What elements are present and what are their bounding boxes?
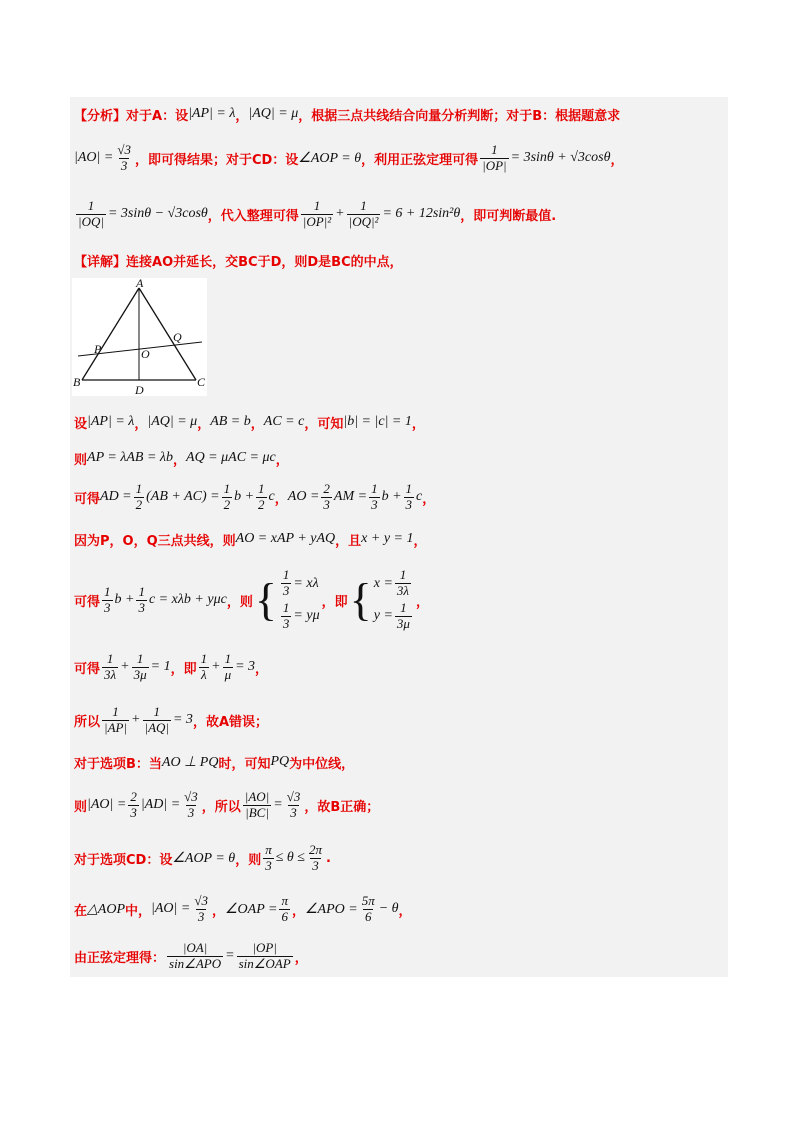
fraction: $\frac{|AO|}{|BC|}$ xyxy=(244,788,270,820)
fraction: $\frac{2}{3}$ xyxy=(323,480,330,512)
text: 对于A：设 xyxy=(126,108,189,124)
analysis-tag: 【分析】 xyxy=(74,108,127,124)
text: ， xyxy=(411,416,425,432)
text: ， xyxy=(235,108,249,124)
fraction: $\frac{1}{2}$ xyxy=(135,480,143,512)
math: |b| = |c| = 1 xyxy=(343,414,412,429)
math: x + y = 1 xyxy=(361,531,414,546)
step-11 xyxy=(74,888,724,930)
text: ，根据三点共线结合向量分析判断；对于B：根据题意求 xyxy=(298,108,621,124)
triangle-figure xyxy=(72,278,207,396)
math: |AQ| = μ xyxy=(248,106,299,121)
math: b + xyxy=(381,489,402,504)
math: AO = xyxy=(287,489,320,504)
fraction: $\frac{5\pi}{6}$ xyxy=(361,892,375,924)
fraction: $\frac{√3}{3}$ xyxy=(286,788,301,820)
fraction: $\frac{1}{\lambda}$ xyxy=(200,650,208,682)
fraction: $\frac{√3}{3}$ xyxy=(184,788,198,820)
text: ， xyxy=(255,661,269,677)
step-5 xyxy=(74,562,724,638)
math: |AD| = xyxy=(140,797,181,812)
math: = xyxy=(225,948,235,963)
fraction: $\frac{\pi}{6}$ xyxy=(281,892,288,924)
math: = 1 xyxy=(150,659,171,674)
step-3 xyxy=(74,478,724,516)
math: PQ xyxy=(270,754,290,769)
math: |AO| = xyxy=(74,150,114,165)
label-q: Q xyxy=(173,330,182,344)
detail-intro xyxy=(74,250,724,270)
analysis-line-1 xyxy=(74,104,724,124)
step-8 xyxy=(74,752,724,772)
fraction: $\frac{1}{3}$ xyxy=(104,583,111,615)
math: c = xλb + yμc xyxy=(148,592,227,607)
math: b + xyxy=(114,592,135,607)
text: 设 xyxy=(74,416,88,432)
equation-system-1: { $\frac{1}{3}$ = xλ $\frac{1}{3}$ = yμ xyxy=(254,567,320,631)
text: ，即可判断最值. xyxy=(460,208,557,224)
text: ， xyxy=(274,491,288,507)
fraction: $\frac{1}{|AQ|}$ xyxy=(144,703,169,735)
math: AD = xyxy=(100,489,132,504)
step-9 xyxy=(74,782,724,828)
text: ， xyxy=(294,950,308,966)
fraction: $\frac{1}{3}$ xyxy=(371,480,378,512)
step-4 xyxy=(74,528,724,550)
analysis-line-2 xyxy=(74,140,724,176)
text: ， xyxy=(134,416,148,432)
step-2 xyxy=(74,446,724,470)
text: ，且 xyxy=(335,533,362,549)
math: |AP| = λ xyxy=(188,106,236,121)
math: AQ = μAC = μc xyxy=(186,450,276,465)
label-o: O xyxy=(141,347,150,361)
text: 连接AO并延长，交BC于D，则D是BC的中点， xyxy=(126,254,403,270)
text: 在 xyxy=(74,903,88,919)
math: = 3 xyxy=(172,712,193,727)
math: ∠APO = xyxy=(304,901,358,917)
math: ≤ θ ≤ xyxy=(275,850,305,865)
text: ，即 xyxy=(170,661,197,677)
text: 可得 xyxy=(74,594,101,610)
text: 对于选项CD：设 xyxy=(74,852,173,868)
label-b: B xyxy=(73,375,81,389)
text: ，所以 xyxy=(201,799,241,815)
fraction: $\frac{2\pi}{3}$ xyxy=(308,841,322,873)
fraction: $\frac{√3}{3}$ xyxy=(194,892,208,924)
math: + xyxy=(211,659,221,674)
math: c xyxy=(268,489,275,504)
fraction: $\frac{1}{3}$ xyxy=(138,583,145,615)
math: AM = xyxy=(333,489,368,504)
math: − θ xyxy=(378,901,399,916)
fraction: $\frac{1}{3\lambda}$ xyxy=(104,650,117,682)
text: ，故B正确； xyxy=(304,799,380,815)
math: |AQ| = μ xyxy=(147,414,198,429)
step-6 xyxy=(74,648,724,686)
text: ，即 xyxy=(321,594,348,610)
analysis-line-3 xyxy=(74,194,724,234)
text: 可得 xyxy=(74,491,101,507)
detail-tag: 【详解】 xyxy=(74,254,127,270)
math: |AO| = xyxy=(87,797,127,812)
text: 中， xyxy=(125,903,152,919)
math: + xyxy=(335,206,345,221)
text: ， xyxy=(413,533,427,549)
label-d: D xyxy=(135,383,144,396)
fraction: $\frac{1}{\text{|OQ|²}}$ xyxy=(348,197,379,229)
text: ，则 xyxy=(235,852,262,868)
text: . xyxy=(325,850,331,866)
text: ， xyxy=(275,452,289,468)
math: ∠AOP = θ xyxy=(298,150,362,166)
math: △AOP xyxy=(87,901,125,917)
text: ， xyxy=(211,903,225,919)
fraction: $\frac{1}{|OQ|}$ xyxy=(78,197,104,229)
label-a: A xyxy=(136,278,144,290)
math: (AB + AC) = xyxy=(146,489,220,504)
fraction: $\frac{1}{\mu}$ xyxy=(224,650,232,682)
fraction: $\frac{√3}{3}$ xyxy=(117,141,131,173)
math: AC = c xyxy=(263,414,305,429)
step-7 xyxy=(74,700,724,740)
math: = 3sinθ − √3cosθ xyxy=(107,206,208,221)
side-ac xyxy=(139,288,196,380)
label-c: C xyxy=(197,375,206,389)
text: 为中位线， xyxy=(289,756,355,772)
text: 则 xyxy=(74,452,88,468)
fraction: $\frac{1}{|AP|}$ xyxy=(104,703,128,735)
math: |AO| = xyxy=(151,901,191,916)
fraction: $\frac{1}{3}$ xyxy=(405,480,413,512)
fraction: $\frac{1}{2}$ xyxy=(258,480,265,512)
text: ， xyxy=(398,903,412,919)
math: AO = xAP + yAQ xyxy=(235,531,336,546)
fraction: $\frac{1}{\text{|OP|²}}$ xyxy=(302,197,332,229)
math: c xyxy=(416,489,423,504)
text: ，代入整理可得 xyxy=(207,208,299,224)
text: ，利用正弦定理可得 xyxy=(361,152,479,168)
text: ， xyxy=(291,903,305,919)
fraction: $\frac{|OP|}{\text{sin∠OAP}}$ xyxy=(238,939,291,971)
text: 由正弦定理得： xyxy=(74,950,166,966)
text: ， xyxy=(610,152,624,168)
fraction: $\frac{1}{3\mu}$ xyxy=(133,650,147,682)
equation-system-2: { x = $\frac{1}{3\lambda}$ y = $\frac{1}{3\mu}$ xyxy=(349,567,410,631)
text: ，则 xyxy=(226,594,253,610)
text: 可得 xyxy=(74,661,101,677)
math: = 6 + 12sin²θ xyxy=(382,206,461,221)
fraction: $\frac{|OA|}{\text{sin∠APO}}$ xyxy=(169,939,222,971)
fraction: $\frac{1}{|OP|}$ xyxy=(482,141,507,173)
math: AB = b xyxy=(210,414,251,429)
step-12 xyxy=(74,936,724,976)
text: ， xyxy=(173,452,187,468)
math: = 3 xyxy=(235,659,256,674)
side-ab xyxy=(82,288,139,380)
math: b + xyxy=(234,489,255,504)
text: 时，可知 xyxy=(218,756,271,772)
text: ，即可得结果；对于CD：设 xyxy=(134,152,299,168)
text: ， xyxy=(197,416,211,432)
text: 对于选项B：当 xyxy=(74,756,162,772)
math: |AP| = λ xyxy=(87,414,135,429)
text: ，故A错误； xyxy=(192,714,268,730)
math: ∠AOP = θ xyxy=(172,850,236,866)
fraction: $\frac{\pi}{3}$ xyxy=(265,841,272,873)
step-10 xyxy=(74,838,724,878)
math: + xyxy=(120,659,130,674)
text: 所以 xyxy=(74,714,101,730)
fraction: $\frac{2}{3}$ xyxy=(130,788,137,820)
text: ， xyxy=(422,491,436,507)
math: AO ⊥ PQ xyxy=(161,754,219,770)
text: 则 xyxy=(74,799,88,815)
text: ，可知 xyxy=(304,416,344,432)
math: + xyxy=(131,712,141,727)
math: AP = λAB = λb xyxy=(87,450,173,465)
label-p: P xyxy=(94,342,102,356)
step-1 xyxy=(74,410,724,434)
math: ∠OAP = xyxy=(224,901,278,917)
text: 因为P，O，Q三点共线，则 xyxy=(74,533,236,549)
text: ， xyxy=(415,594,429,610)
math: = xyxy=(273,797,283,812)
math: = 3sinθ + √3cosθ xyxy=(510,150,611,165)
fraction: $\frac{1}{2}$ xyxy=(223,480,231,512)
text: ， xyxy=(250,416,264,432)
